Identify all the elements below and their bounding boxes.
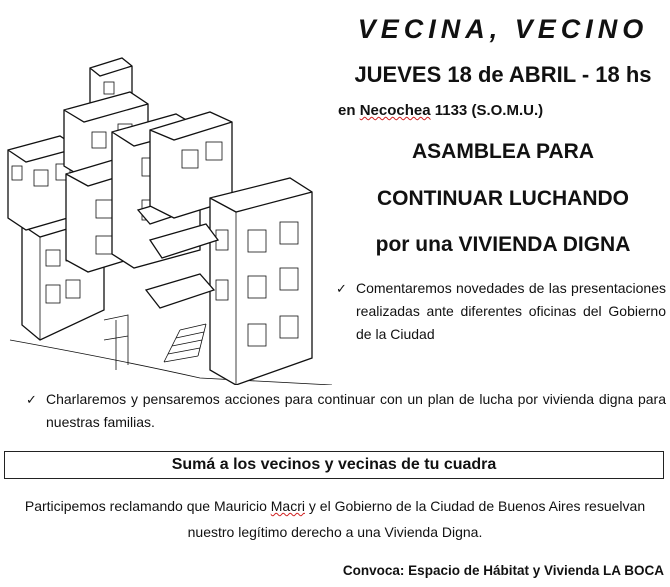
date-line: JUEVES 18 de ABRIL - 18 hs bbox=[354, 62, 652, 87]
headline-line-2: CONTINUAR LUCHANDO bbox=[377, 187, 629, 210]
place-prefix: en bbox=[338, 102, 356, 119]
place-rest: 1133 (S.O.M.U.) bbox=[434, 102, 544, 119]
paragraph-part-2: y el Gobierno de la Ciudad de Buenos Aires resuelvan nuestro legítimo derecho a una Vivienda Digna. bbox=[187, 498, 646, 540]
headline-line-3: por una VIVIENDA DIGNA bbox=[375, 233, 631, 256]
signoff: Convoca: Espacio de Hábitat y Vivienda LA BOCA bbox=[342, 563, 664, 578]
headline-line-1: ASAMBLEA PARA bbox=[412, 140, 594, 163]
bullet-text-1: Comentaremos novedades de las presentaciones realizadas ante diferentes oficinas del Gobierno de la Ciudad bbox=[356, 280, 666, 342]
title: VECINA, VECINO bbox=[357, 14, 649, 44]
checkmark-icon: ✓ bbox=[336, 281, 347, 296]
bullet-text-2: Charlaremos y pensaremos acciones para continuar con un plan de lucha por vivienda digna para nuestras familias. bbox=[46, 391, 666, 430]
place-street: Necochea bbox=[359, 102, 431, 119]
paragraph-macri: Macri bbox=[270, 498, 305, 514]
checkmark-icon: ✓ bbox=[26, 392, 37, 407]
buildings-illustration bbox=[0, 40, 332, 385]
bullet-item-1 bbox=[336, 277, 666, 346]
call-paragraph bbox=[10, 493, 660, 545]
banner: Sumá a los vecinos y vecinas de tu cuadra bbox=[4, 451, 664, 479]
place-line bbox=[338, 102, 543, 119]
paragraph-part-1: Participemos reclamando que Mauricio bbox=[24, 498, 267, 514]
bullet-item-2 bbox=[26, 388, 666, 434]
